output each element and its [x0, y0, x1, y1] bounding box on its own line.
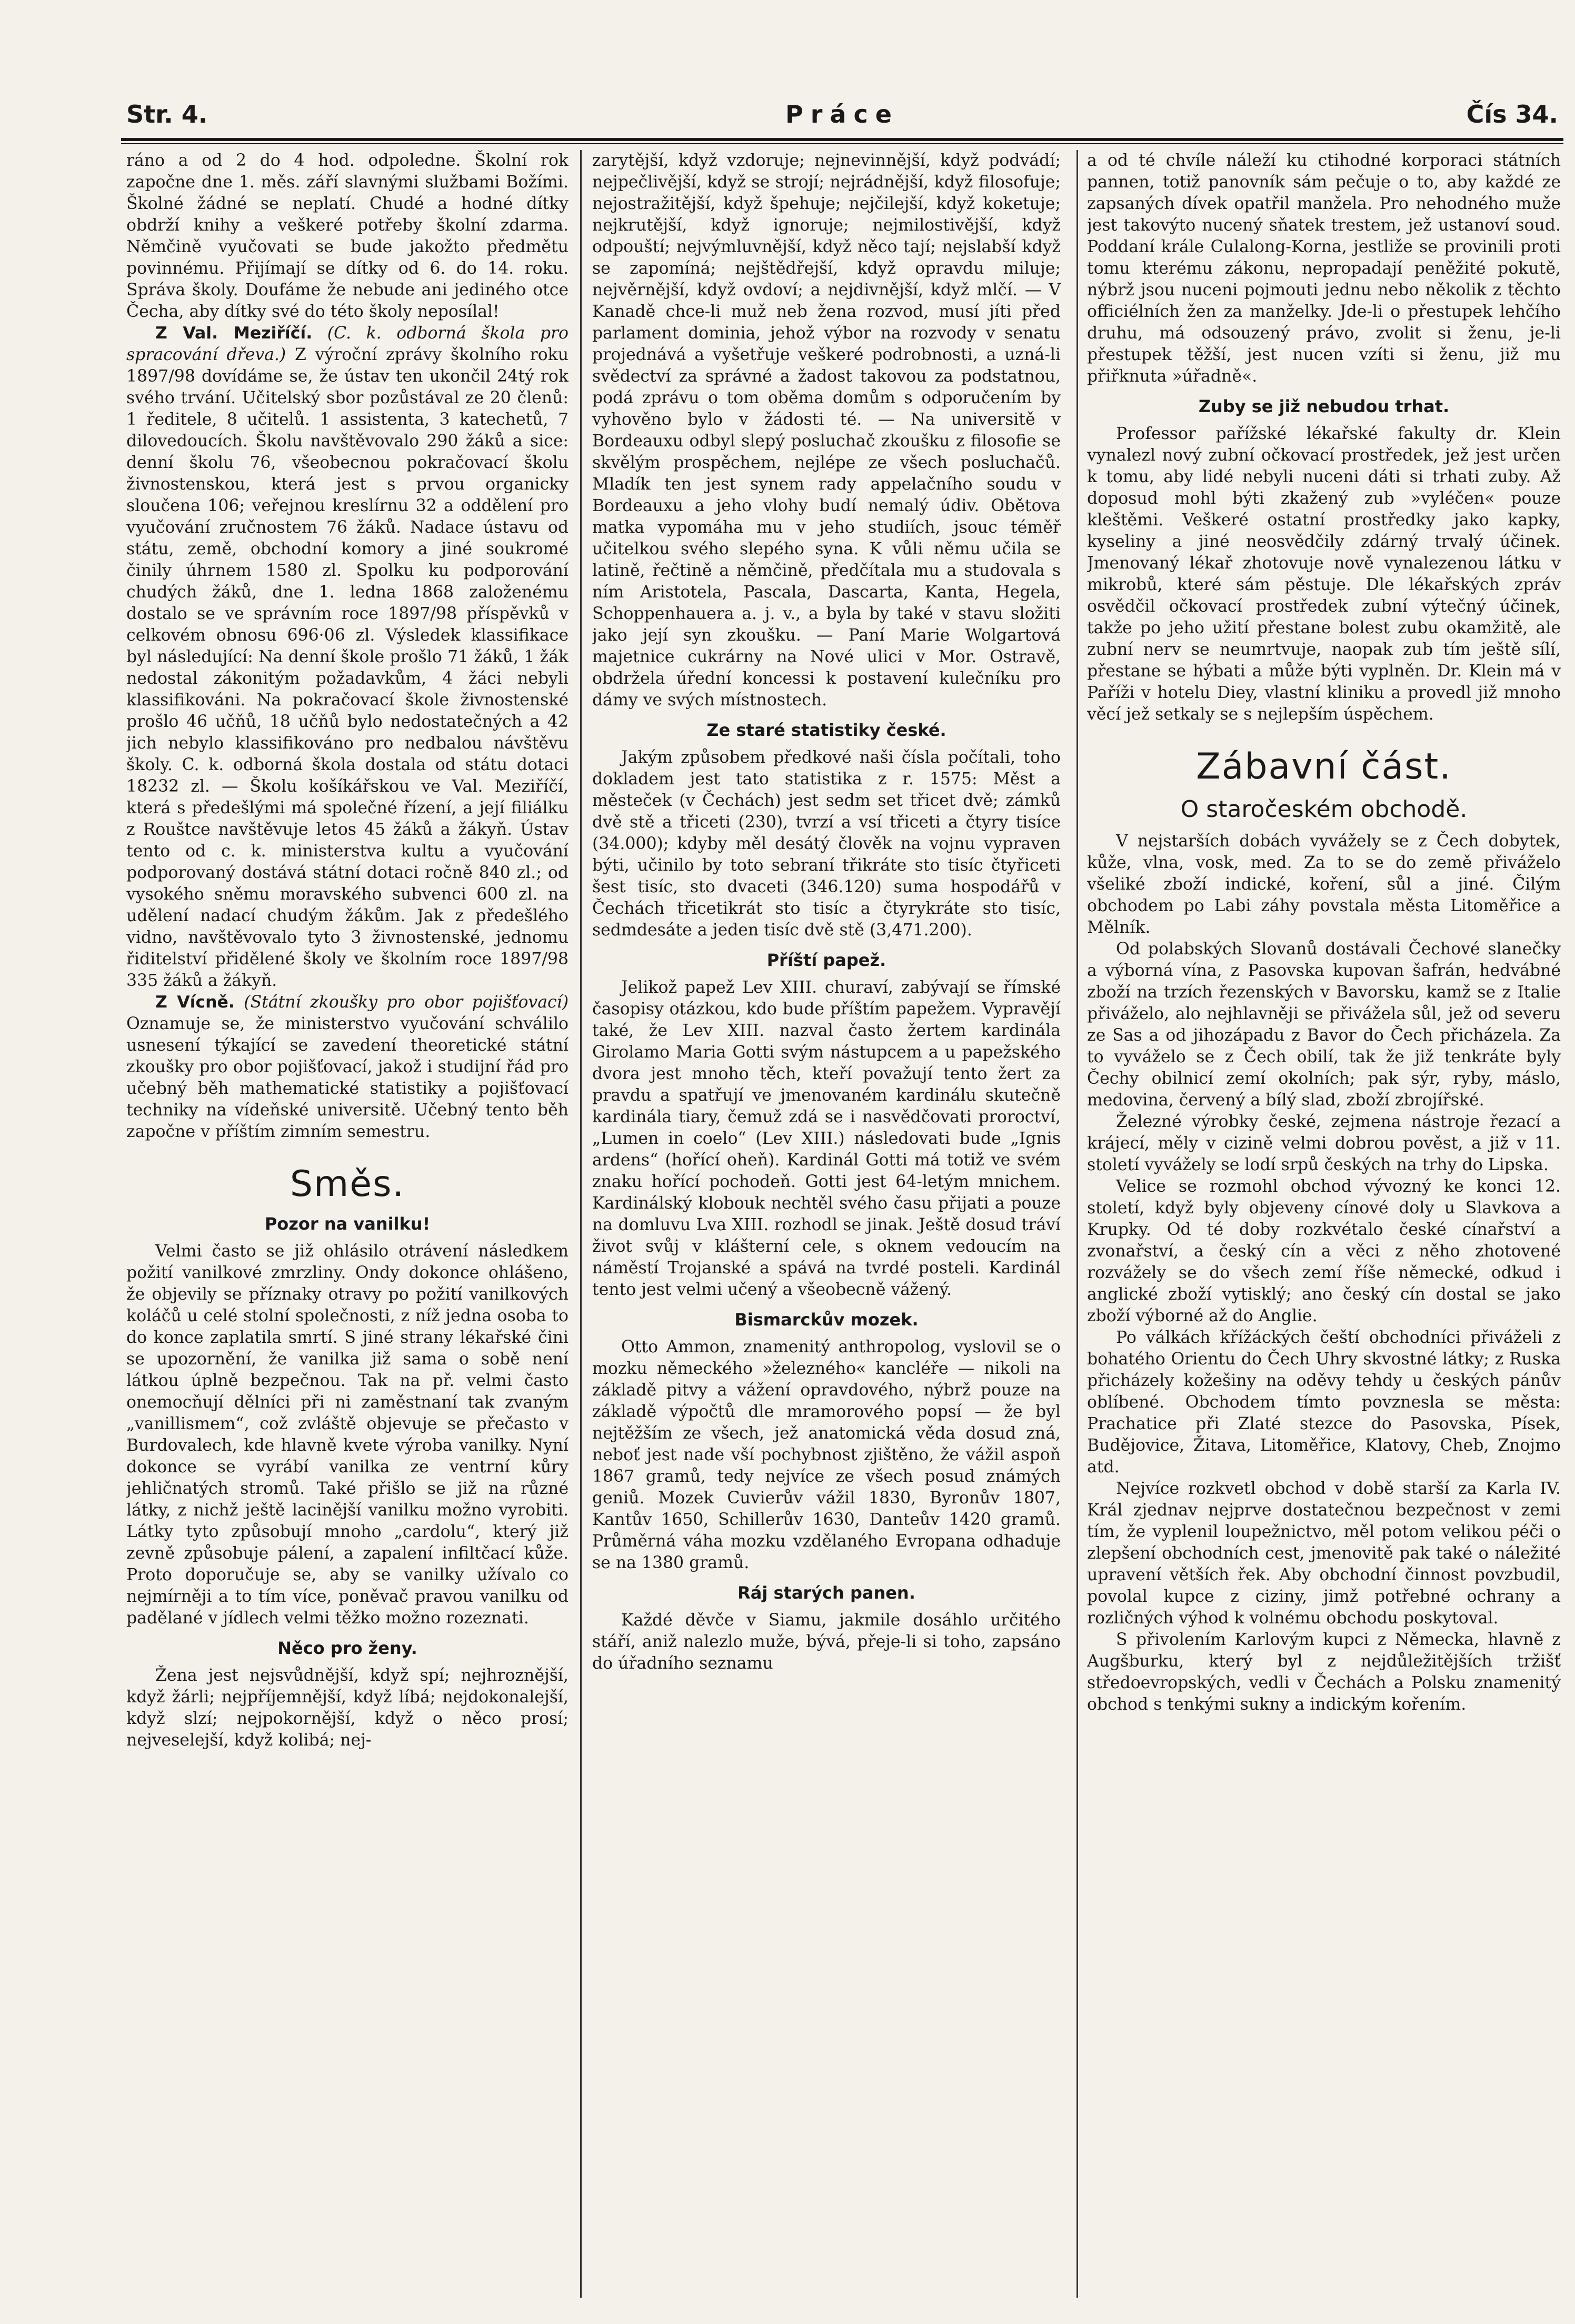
issue-number: Čís 34. [1466, 100, 1558, 128]
paragraph: Jakým způsobem předkové naši čísla počítali, toho dokladem jest tato statistika z r. 1575: Měst a městeček (v Čechách) jest sedm set třicet dvě; zámků dvě stě a třiceti (230), tvrzí a vsí třiceti a čtyry tisíce (34.000); kdyby měl desátý člověk na vojnu vypraven býti, učinilo by toto sebraní třikráte sto tisíc čtyřiceti šest tisíc, sto dvaceti (346.120) suma hospodářů v Čechách třicetikrát sto tisíc a čtyrykráte sto tisíc, sedmdesáte a jeden tisíc dvě stě (3,471.200). [592, 748, 1061, 940]
article-heading: Bismarckův mozek. [734, 1310, 919, 1330]
paragraph: Nejvíce rozkvetl obchod v době starší za Karla IV. Král zjednav nejprve dostatečnou bezpečnost v zemi tím, že vyplenil loupežnictvo, měl potom velikou péči o zlepšení obchodních cest, jmenovitě pak také o náležité upravení větších řek. Aby obchodní činnost povzbudil, povolal kupce z ciziny, jimž potřebné ochrany a rozličných výhod k volnému obchodu poskytoval. [1087, 1479, 1561, 1628]
paragraph: Otto Ammon, znamenitý anthropolog, vyslovil se o mozku německého »železného« kancléře — nikoli na základě pitvy a vážení opravdového, nýbrž pouze na základě výpočtů dle mramorového popsí — že byl nejtěžším ze všech, jež anatomická věda dosud zná, neboť jest nade vší pochybnost zjištěno, že vážil aspoň 1867 gramů, tedy nejvíce ze všech posud známých geniů. Mozek Cuvierův vážil 1830, Byronův 1807, Kantův 1650, Schillerův 1630, Dantеův 1420 gramů. Průměrná váha mozku vzdělaného Evropana odhaduje se na 1380 gramů. [592, 1338, 1061, 1572]
column-2 [592, 150, 1061, 2308]
paragraph: a od té chvíle náleží ku ctihodné korporaci státních pannen, totiž panovník sám pečuje o to, aby každé ze zapsaných dívek opatřil manžela. Pro nehodného muže jest takovýto nucený sňatek trestem, jež ustanoví soud. Poddaní krále Culalong-Korna, jestliže se provinili proti tomu kterému zákonu, nepropadají peněžité pokutě, nýbrž jsou nuceni pojmouti jednu nebo několik z těchto officiélních žen za manželky. Jde-li o přestupek lehčího druhu, má odsouzený právo, zvolit si ženu, je-li přestupek těžší, jest nucen vzíti si ženu, již mu přiřknuta »úřadně«. [1087, 151, 1561, 386]
header-rule [121, 138, 1563, 141]
paragraph: Po válkách křížáckých čeští obchodníci přiváželi z bohatého Orientu do Čech Uhry skvostné látky; z Ruska přicházely kožešiny na oděvy tehdy u českých pánův oblíbené. Obchodem tímto povznesla se města: Prachatice při Zlaté stezce do Pasovska, Písek, Budějovice, Žitava, Litoměřice, Klatovy, Cheb, Znojmo atd. [1087, 1328, 1561, 1477]
paragraph: Velmi často se již ohlásilo otrávení následkem požití vanilkové zmrzliny. Ondy dokonce ohlášeno, že objevily se příznaky otravy po požití vanilkových koláčů u celé stolní společnosti, z níž jedna osoba to do konce zaplatila smrtí. S jiné strany lékařské čini se upozornění, že vanilka již sama o sobě není látkou úplně bezpečnou. Tak na př. velmi často onemocňují dělníci při ni zaměstnaní tak zvaným „vanillismem“, což zvláště objevuje se přečasto v Burdovalech, kde hlavně kvete výroba vanilky. Nyní dokonce se vyrábí vanilka ze ventrní kůry jehličnatých stromů. Také přišlo se již na různé látky, z nichž ještě lacinější vanilku možno vyrobiti. Látky tyto způsobují mnoho „cardolu“, který již zevně způsobuje pálení, a zapalení infiltčací kůže. Proto doporučuje se, aby se vanilky užívalo co nejmírněji a to tím více, poněvač pravou vanilku od padělané v jídlech velmi těžko možno rozeznati. [126, 1242, 569, 1628]
column-3 [1087, 150, 1561, 2308]
page-header [126, 100, 1558, 137]
paragraph: Professor pařížské lékařské fakulty dr. Klein vynalezl nový zubní očkovací prostředek, jež jest určen k tomu, aby lidé nebyli nuceni dáti si trhati zuby. Až doposud mohl býti zkažený zub »vyléčen« pouze kleštěmi. Veškeré ostatní prostředky jako kapky, kyseliny a jiné neosvědčily zdárný trvalý účinek. Jmenovaný lékař zhotovuje nově vynalezenou látku v mikrobů, které sám pěstuje. Dle lékařských zpráv osvědčil očkovací prostředek zubní výtečný účinek, takže po jeho užití přestane bolest zubu okamžitě, ale zubní nerv se neumrtvuje, naopak zub tím ještě sílí, přestane se hýbati a může býti vyplněn. Dr. Klein má v Paříži v hotelu Diey, vlastní kliniku a provedl již mnoho věcí jež setkaly se s nejlepším úspěchem. [1087, 424, 1561, 724]
column-1 [126, 150, 569, 2308]
article-body: Oznamuje se, že ministerstvo vyučování schválilo usnesení týkající se zavedení theoretické státní zkoušky pro obor pojišťovací, jakož i studijní řád pro učebný běh mathematické statistiky a pojišťovací techniky na vídeňské universitě. Učebný tento běh započne v příštím zimním semestru. [126, 1014, 569, 1141]
section-title: Směs. [290, 1163, 405, 1205]
section-title: Zábavní část. [1196, 746, 1452, 787]
paragraph: Žena jest nejsvůdnější, když spí; nejhroznější, když žárli; nejpříjemnější, když líbá; nejdokonalejší, když slzí; nejpokornější, když o něco prosí; nejveselejší, když kolibá; nej- [126, 1666, 569, 1750]
article-heading: Zuby se již nebudou trhat. [1198, 396, 1450, 416]
article-heading: Ze staré statistiky české. [706, 720, 946, 740]
article-subtitle: (C. k. odborná škola pro spracování dřeva.) [126, 324, 569, 364]
header-rule-thin [121, 143, 1563, 144]
article-heading: Něco pro ženy. [277, 1638, 417, 1658]
paragraph: zarytější, když vzdoruje; nejnevinnější, když podvádí; nejpečlivější, když se strojí; nejrádnější, když filosofuje; nejostražitější, když špehuje; nejčilejší, když koketuje; nejkrutější, když ignoruje; nejmilostivější, když odpouští; nejvýmluvnější, když něco tají; nejslabší když se zapomíná; nejštědřejší, když opravdu miluje; nejvěrnější, když ovdoví; a nejdivnější, když mlčí. — V Kanadě chce-li muž neb žena rozvod, musí jíti před parlament dominia, jehož výbor na rozvody v senatu projednává a vyšetřuje veškeré podrobnosti, a uzná-li svědectví za správné a žadost takovou za podstatnou, podá zprávu o tom oběma domům s odporučením by vyhověno bylo v žádosti té. — Na universitě v Bordeauxu odbyl slepý posluchač zkoušku z filosofie se skvělým prospěchem, nejlépe ze všech posluchačů. Mladík ten jest synem rady appelačního soudu v Bordeauxu a jeho vlohy budí nemalý údiv. Obětova matka vypomáha mu v jeho studiích, jsouc téměř učitelkou svého slepého syna. K vůli němu učila se latině, řečtině a němčině, předčítala mu a studovala s ním Aristotela, Pascala, Dascarta, Kanta, Hegela, Schoppenhauera a. j. v., a byla by také v stavu složiti jako její syn zkoušku. — Paní Marie Wolgartová majetnice cukrárny na Nové ulici v Mor. Ostravě, obdržela úřední koncessi k postavení kulečníku pro dámy ve svých místnostech. [592, 151, 1061, 710]
paragraph: Železné výrobky české, zejmena nástroje řezací a krájecí, měly v cizině velmi dobrou pověst, a již v 11. století vyvážely se lodí srpů českých na trhy do Lipska. [1087, 1112, 1561, 1174]
paragraph [126, 992, 569, 1143]
paragraph [126, 323, 569, 992]
article-body: Z výroční zprávy školního roku 1897/98 dovídáme se, že ústav ten ukončil 24tý rok svého trvání. Učitelský sbor pozůstával ze 20 členů: 1 ředitele, 8 učitelů. 1 assistenta, 3 katechetů, 7 dilovedoucích. Školu navštěvovalo 290 žáků a sice: denní školu 76, všeobecnou pokračovací školu živnostenskou, která jest s prvou organicky sloučena 106; veřejnou kreslírnu 32 a oddělení pro vyučování zručnostem 76 žáků. Nadace ústavu od státu, země, obchodní komory a jiné soukromé činily úhrnem 1580 zl. Spolku ku podporování chudých žáků, dne 1. ledna 1868 založenému dostalo se ve správním roce 1897/98 příspěvků v celkovém obnosu 696·06 zl. Výsledek klassifikace byl následující: Na denní škole prošlo 71 žáků, 1 žák nedostal zákonitým požadavkům, 4 žáci nebyli klassifikováni. Na pokračovací škole živnostenské prošlo 46 učňů, 18 učňů bylo nedostatečných a 42 jich nebylo klassifikováno pro nedbalou návštěvu školy. C. k. odborná škola dostala od státu dotaci 18232 zl. — Školu košíkářskou ve Val. Meziříčí, která s předešlými má společné řízení, a její filiálku z Rouštce navštěvuje letos 45 žáků a žákyň. Ústav tento od c. k. ministerstva kultu a vyučování podporovaný dostává státní dotaci ročně 840 zl.; od vysokého sněmu moravského subvenci 600 zl. na udělení nadací chudým žákům. Jak z předešlého vidno, navštěvovalo tyto 3 živnostenské, jednomu řiditelství přidělené školy ve školním roce 1897/98 335 žáků a žákyň. [126, 345, 569, 990]
column-divider [1076, 150, 1078, 2298]
paragraph: Velice se rozmohl obchod vývozný ke konci 12. století, když byly objeveny cínové doly u Slavkova a Krupky. Od té doby rozkvétalo české cínařství a zvonařství, a český cín a věci z něho zhotovené rozvážely se do všech zemí říše německé, odkud i anglické zboží vytisklý; ano český cín dostal se jako zboží výborné až do Anglie. [1087, 1177, 1561, 1325]
article-subtitle: (Státní zkoušky pro obor pojišťovací) [244, 993, 569, 1012]
paragraph: Jelikož papež Lev XIII. churaví, zabývají se římské časopisy otázkou, kdo bude příštím papežem. Vypravějí také, že Lev XIII. nazval často žertem kardinála Girolamo Maria Gotti svým nástupcem a u papežského dvora jest mnoho těch, kteří považují tento žert za pravdu a spatřují ve jmenovaném kardinálu skutečně kardinála tiary, čemuž zdá se i nasvědčovati proroctví, „Lumen in coelo“ (Lev XIII.) následovati bude „Ignis ardens“ (hořící oheň). Kardinál Gotti má totiž ve svém znaku hořící pochodeň. Gotti jest 64-letým mnichem. Kardinálský klobouk nechtěl svého času přijati a pouze na domluvu Lva XIII. rozhodl se jinak. Ještě dosud tráví život svůj v klášterní cele, s oknem vedoucím na náměstí Trojanské a spává na tvrdé posteli. Kardinál tento jest velmi učený a všeobecně vážený. [592, 978, 1061, 1299]
paragraph: Od polabských Slovanů dostávali Čechové slanečky a výborná vína, z Pasovska kupovan šafrán, hedvábné zboží na trzích řezenských v Bavorsku, kamž se z Italie přiváželo, alo nejhlavněji se přivážela sůl, jež od severu ze Sas a od jihozápadu z Bavor do Čech přicházela. Za to vyváželo se z Čech obilí, tak že již tenkráte byly Čechy obilnicí zemí okolních; pak sýr, ryby, máslo, medovina, červený a bílý slad, zboží zbrojířské. [1087, 940, 1561, 1110]
column-divider [580, 150, 582, 2298]
paragraph: V nejstarších dobách vyvážely se z Čech dobytek, kůže, vlna, vosk, med. Za to se do země přiváželo všeliké zboží indické, koření, sůl a jiné. Čilým obchodem po Labi záhy povstala města Litoměřice a Mělník. [1087, 832, 1561, 937]
article-lead: Z Vícně. [155, 993, 235, 1012]
paragraph: Každé děvče v Siamu, jakmile dosáhlo určitého stáří, aniž nalezlo muže, bývá, přeje-li si toho, zapsáno do úřadního seznamu [592, 1611, 1061, 1673]
article-heading: Ráj starých panen. [737, 1583, 915, 1603]
paragraph: ráno a od 2 do 4 hod. odpoledne. Školní rok započne dne 1. měs. září slavnými službami Božími. Školné žádné se neplatí. Chudé a hodné dítky obdrží knihy a veškeré potřeby školní zdarma. Němčině vyučovati se bude jakožto předmětu povinnému. Přijímají se dítky od 6. do 14. roku. Správa školy. Doufáme že nebude ani jediného otce Čecha, aby dítky své do této školy neposílal! [126, 151, 569, 321]
newspaper-title: Práce [785, 100, 899, 128]
section-subtitle: O staročeském obchodě. [1180, 796, 1468, 823]
article-heading: Příští papež. [766, 950, 886, 970]
article-lead: Z Val. Meziříčí. [155, 324, 313, 343]
paragraph: S přivolením Karlovým kupci z Německa, hlavně z Augšburku, který byl z nejdůležitějších tržišť středoevropských, vedli v Čechách a Polsku znamenitý obchod s tenkými sukny a indickým kořením. [1087, 1630, 1561, 1714]
article-heading: Pozor na vanilku! [264, 1214, 431, 1234]
page-number: Str. 4. [126, 100, 208, 128]
